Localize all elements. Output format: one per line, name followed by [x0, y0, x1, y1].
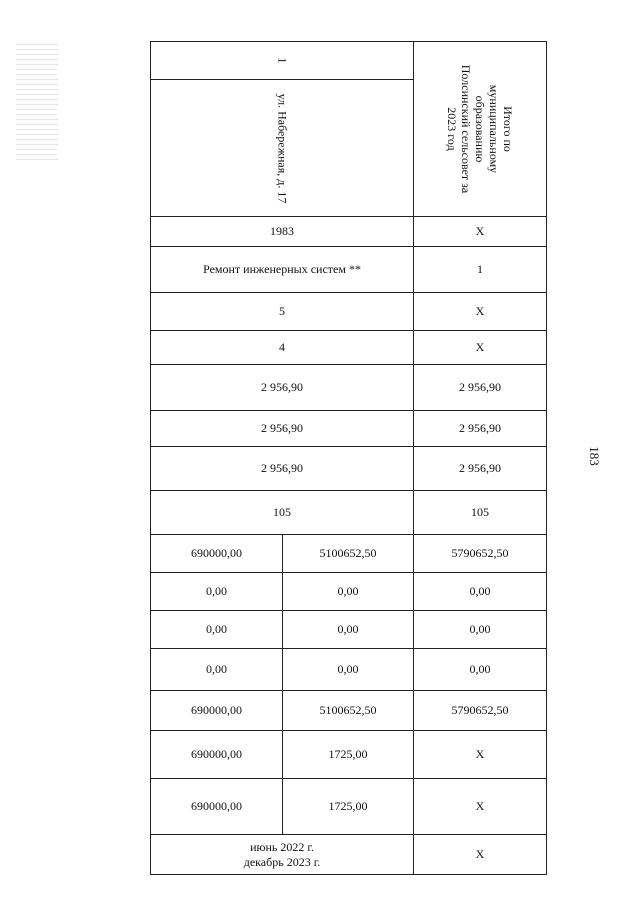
unit-cost-cell-total: Х — [414, 731, 547, 779]
page-number: 183 — [586, 446, 602, 466]
header-address-cell — [151, 80, 414, 217]
cost-cell-b: 0,00 — [283, 611, 414, 649]
cost-cell-total: 0,00 — [414, 573, 547, 611]
cost-cell-a: 0,00 — [151, 573, 283, 611]
row-area-total-left: 2 956,90 — [151, 365, 414, 411]
header-total-cell — [414, 42, 547, 217]
row-area-3-right: 2 956,90 — [414, 447, 547, 491]
header-total: Итого по муниципальному образованию Полсинский сельсовет за 2023 год — [445, 64, 515, 194]
cost-cell-b: 0,00 — [283, 573, 414, 611]
row-area-2-left: 2 956,90 — [151, 411, 414, 447]
cost-cell-b: 5100652,50 — [283, 535, 414, 573]
row-work-type-right: 1 — [414, 247, 547, 293]
cost-cell-total: 5790652,50 — [414, 691, 547, 731]
row-floors-right: Х — [414, 293, 547, 331]
row-area-2-right: 2 956,90 — [414, 411, 547, 447]
header-address: ул. Набережная, д. 17 — [275, 93, 290, 203]
cost-cell-a: 690000,00 — [151, 535, 283, 573]
row-floors-left: 5 — [151, 293, 414, 331]
row-year-right: Х — [414, 217, 547, 247]
header-col-index: 1 — [275, 57, 290, 64]
unit-cost-cell-b: 1725,00 — [283, 779, 414, 835]
data-table — [150, 41, 547, 875]
row-residents-right: 105 — [414, 491, 547, 535]
unit-cost-cell-a: 690000,00 — [151, 779, 283, 835]
cost-cell-a: 0,00 — [151, 649, 283, 691]
row-year-left: 1983 — [151, 217, 414, 247]
unit-cost-cell-total: Х — [414, 779, 547, 835]
header-col-index-cell — [151, 42, 414, 80]
row-area-total-right: 2 956,90 — [414, 365, 547, 411]
cost-cell-b: 5100652,50 — [283, 691, 414, 731]
period-total-cell: Х — [414, 835, 547, 875]
cost-cell-b: 0,00 — [283, 649, 414, 691]
row-residents-left: 105 — [151, 491, 414, 535]
row-area-3-left: 2 956,90 — [151, 447, 414, 491]
row-entrances-right: Х — [414, 331, 547, 365]
cost-cell-total: 5790652,50 — [414, 535, 547, 573]
unit-cost-cell-b: 1725,00 — [283, 731, 414, 779]
row-work-type-left: Ремонт инженерных систем ** — [151, 247, 414, 293]
row-entrances-left: 4 — [151, 331, 414, 365]
cost-cell-a: 0,00 — [151, 611, 283, 649]
faded-stamp — [16, 40, 58, 160]
cost-cell-a: 690000,00 — [151, 691, 283, 731]
cost-cell-total: 0,00 — [414, 649, 547, 691]
period-cell — [151, 835, 414, 875]
cost-cell-total: 0,00 — [414, 611, 547, 649]
period-end: декабрь 2023 г. — [243, 854, 321, 869]
unit-cost-cell-a: 690000,00 — [151, 731, 283, 779]
period-start: июнь 2022 г. — [250, 839, 314, 854]
